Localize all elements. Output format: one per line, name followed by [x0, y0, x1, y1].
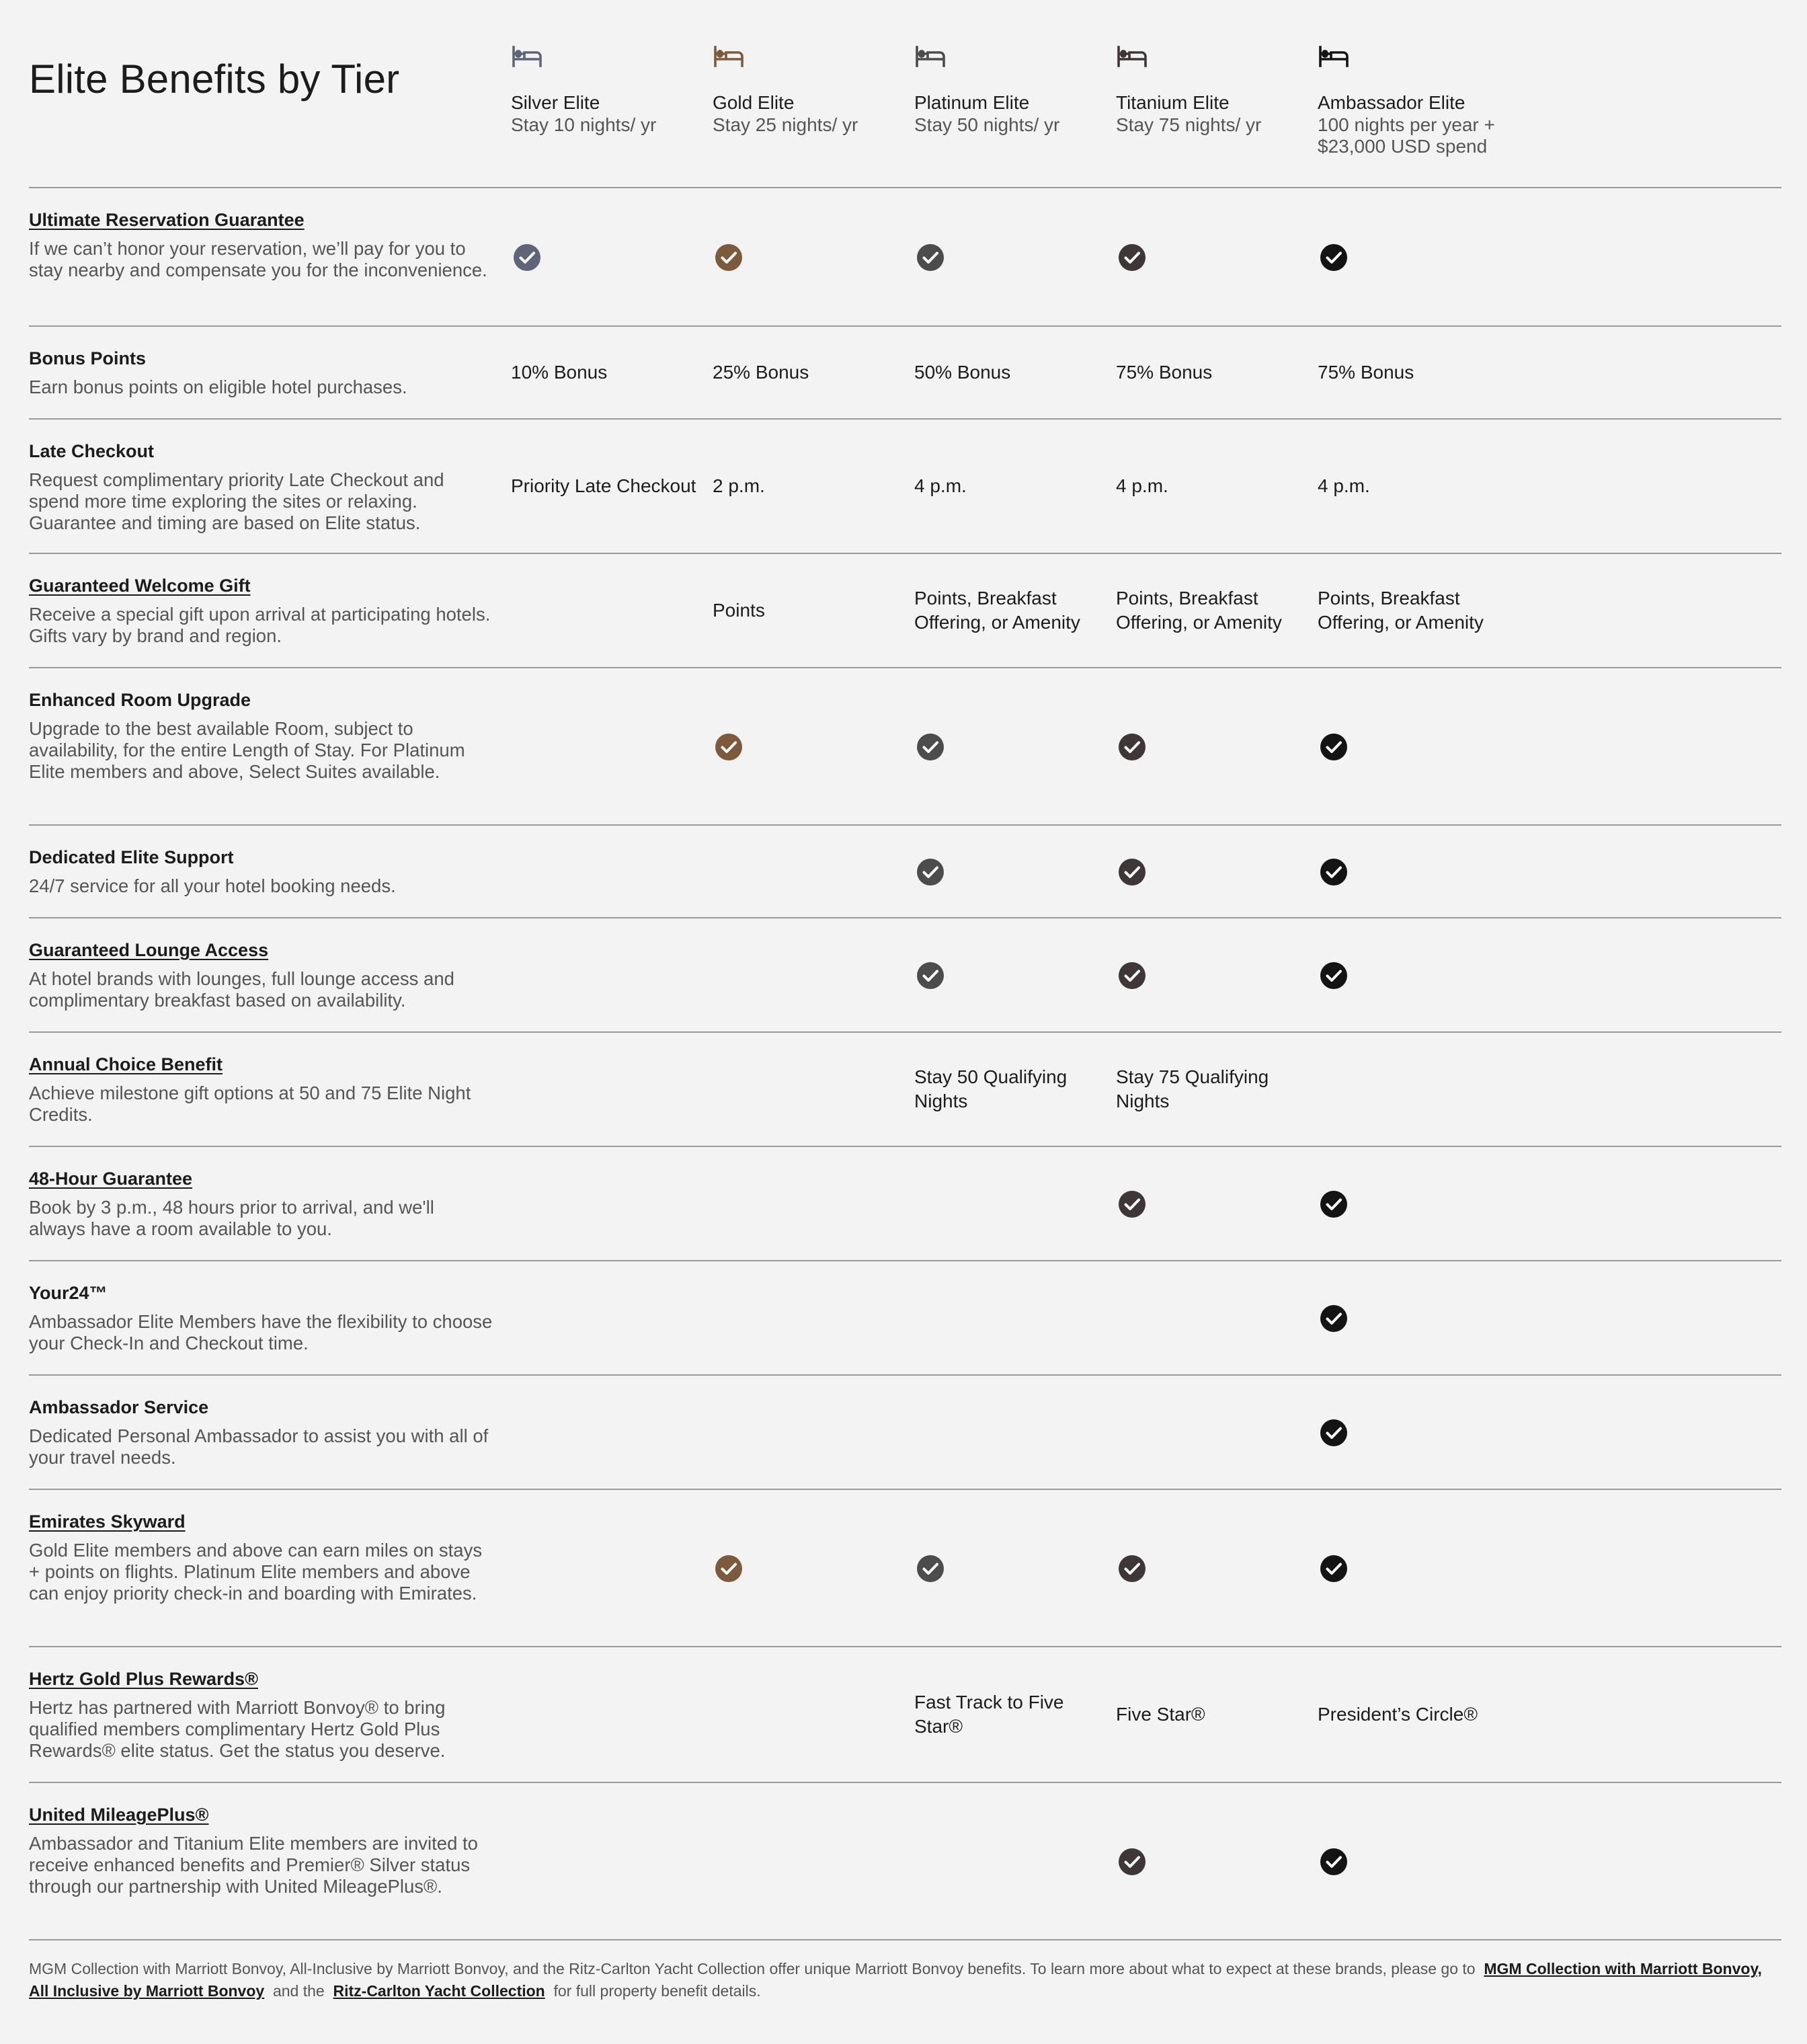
- benefits-table: [0, 188, 1807, 1940]
- bed-icon: [1318, 44, 1513, 69]
- benefit-description: If we can’t honor your reservation, we’ll pay for you to stay nearby and compensate you for the inconvenience.: [29, 238, 487, 280]
- check-circle-icon: [1320, 733, 1348, 761]
- benefit-value-platinum: Stay 50 Qualifying Nights: [914, 1066, 1068, 1111]
- tier-requirement: Stay 50 nights/ yr: [914, 114, 1060, 135]
- check-circle-icon: [916, 733, 945, 761]
- bed-icon: [914, 44, 1109, 69]
- benefit-info: [29, 208, 493, 281]
- benefit-info: [29, 1282, 493, 1354]
- check-circle-icon: [715, 733, 743, 761]
- tier-requirement: Stay 25 nights/ yr: [713, 114, 858, 135]
- mgm-collection-link[interactable]: MGM Collection with Marriott Bonvoy,: [1484, 1960, 1762, 1977]
- bed-icon: [713, 44, 908, 69]
- benefit-info: [29, 1053, 493, 1126]
- table-row: [29, 1033, 1781, 1147]
- check-circle-icon: [1320, 1555, 1348, 1583]
- tier-requirement: Stay 10 nights/ yr: [511, 114, 657, 135]
- table-row: [29, 554, 1781, 668]
- check-circle-icon: [1320, 1848, 1348, 1876]
- benefit-description: 24/7 service for all your hotel booking needs.: [29, 875, 396, 896]
- bed-icon: [511, 44, 706, 69]
- benefit-value-titanium: Five Star®: [1116, 1704, 1205, 1725]
- check-circle-icon: [715, 243, 743, 272]
- table-row: [29, 918, 1781, 1033]
- check-circle-icon: [1320, 243, 1348, 272]
- benefit-name: Dedicated Elite Support: [29, 847, 234, 867]
- benefit-description: At hotel brands with lounges, full lounge access and complimentary breakfast based on availability.: [29, 968, 454, 1011]
- benefit-value-silver: Priority Late Checkout: [511, 475, 696, 496]
- benefit-info: [29, 440, 493, 534]
- benefit-info: [29, 939, 493, 1011]
- footer-note: [29, 1958, 1777, 2002]
- footer-text-1: MGM Collection with Marriott Bonvoy, All-Inclusive by Marriott Bonvoy, and the Ritz-Carlton Yacht Collection offer unique Marriott Bonvoy benefits. To learn more about what to expect at these brands, please go to: [29, 1960, 1476, 1977]
- table-row: [29, 1261, 1781, 1376]
- tier-name: Ambassador Elite: [1318, 92, 1465, 113]
- benefit-info: [29, 574, 493, 647]
- bed-icon: [1116, 44, 1311, 69]
- table-row: [29, 1490, 1781, 1647]
- table-row: [29, 1647, 1781, 1783]
- table-header: [29, 0, 1781, 188]
- benefit-value-ambassador: 4 p.m.: [1318, 475, 1370, 496]
- benefit-value-platinum: Fast Track to Five Star®: [914, 1692, 1064, 1737]
- benefit-name: Enhanced Room Upgrade: [29, 690, 251, 710]
- benefit-name[interactable]: Hertz Gold Plus Rewards®: [29, 1669, 258, 1689]
- table-row: [29, 1376, 1781, 1490]
- check-circle-icon: [916, 243, 945, 272]
- benefit-info: [29, 1803, 493, 1897]
- table-row: [29, 1147, 1781, 1261]
- check-circle-icon: [1118, 961, 1146, 990]
- check-circle-icon: [916, 961, 945, 990]
- table-row: [29, 327, 1781, 420]
- benefit-value-gold: 2 p.m.: [713, 475, 765, 496]
- benefit-name[interactable]: Annual Choice Benefit: [29, 1054, 223, 1074]
- benefit-description: Ambassador and Titanium Elite members are invited to receive enhanced benefits and Premier® Silver status through our partnership with United MileagePlus®.: [29, 1833, 478, 1897]
- table-row: [29, 826, 1781, 918]
- benefit-value-titanium: 75% Bonus: [1116, 362, 1213, 383]
- check-circle-icon: [1118, 1848, 1146, 1876]
- benefit-value-gold: 25% Bonus: [713, 362, 809, 383]
- benefit-name: Late Checkout: [29, 441, 155, 461]
- check-circle-icon: [1118, 858, 1146, 886]
- all-inclusive-link[interactable]: All Inclusive by Marriott Bonvoy: [29, 1982, 265, 2000]
- check-circle-icon: [1118, 733, 1146, 761]
- tier-name: Titanium Elite: [1116, 92, 1230, 113]
- benefit-name: Your24™: [29, 1283, 108, 1303]
- benefit-name: Bonus Points: [29, 348, 146, 368]
- benefit-name: Ambassador Service: [29, 1397, 209, 1417]
- benefit-info: [29, 846, 493, 897]
- check-circle-icon: [1320, 1190, 1348, 1218]
- benefit-description: Request complimentary priority Late Checkout and spend more time exploring the sites or relaxing. Guarantee and timing are based on Elite status.: [29, 469, 444, 533]
- check-circle-icon: [1320, 1304, 1348, 1333]
- benefit-value-titanium: Points, Breakfast Offering, or Amenity: [1116, 588, 1282, 633]
- benefit-info: [29, 347, 493, 398]
- benefit-info: [29, 689, 493, 783]
- benefit-description: Achieve milestone gift options at 50 and 75 Elite Night Credits.: [29, 1083, 471, 1125]
- footer-text-2: and the: [272, 1982, 325, 2000]
- benefit-name[interactable]: Ultimate Reservation Guarantee: [29, 210, 305, 230]
- page-title: Elite Benefits by Tier: [29, 56, 400, 102]
- benefit-value-ambassador: President’s Circle®: [1318, 1704, 1478, 1725]
- table-row: [29, 1783, 1781, 1940]
- benefit-name[interactable]: 48-Hour Guarantee: [29, 1169, 193, 1189]
- tier-name: Platinum Elite: [914, 92, 1030, 113]
- table-row: [29, 668, 1781, 826]
- benefit-value-titanium: 4 p.m.: [1116, 475, 1168, 496]
- benefit-value-silver: 10% Bonus: [511, 362, 608, 383]
- check-circle-icon: [1118, 243, 1146, 272]
- check-circle-icon: [715, 1555, 743, 1583]
- benefit-value-gold: Points: [713, 600, 765, 621]
- check-circle-icon: [1320, 1419, 1348, 1447]
- tier-titanium: [1116, 44, 1311, 136]
- benefit-info: [29, 1667, 493, 1762]
- ritz-carlton-yacht-link[interactable]: Ritz-Carlton Yacht Collection: [333, 1982, 545, 2000]
- check-circle-icon: [1320, 961, 1348, 990]
- benefit-value-platinum: 4 p.m.: [914, 475, 967, 496]
- tier-platinum: [914, 44, 1109, 136]
- benefit-description: Ambassador Elite Members have the flexibility to choose your Check-In and Checkout time.: [29, 1311, 493, 1353]
- tier-name: Silver Elite: [511, 92, 600, 113]
- tier-gold: [713, 44, 908, 136]
- benefit-description: Hertz has partnered with Marriott Bonvoy® to bring qualified members complimentary Hertz Gold Plus Rewards® elite status. Get the status you deserve.: [29, 1697, 446, 1761]
- tier-requirement: 100 nights per year + $23,000 USD spend: [1318, 114, 1495, 157]
- benefit-value-ambassador: 75% Bonus: [1318, 362, 1414, 383]
- benefit-info: [29, 1167, 493, 1240]
- check-circle-icon: [916, 858, 945, 886]
- benefit-name[interactable]: Guaranteed Welcome Gift: [29, 576, 251, 596]
- tier-name: Gold Elite: [713, 92, 795, 113]
- footer-text-3: for full property benefit details.: [553, 1982, 761, 2000]
- table-row: [29, 420, 1781, 554]
- benefit-info: [29, 1396, 493, 1468]
- benefit-description: Dedicated Personal Ambassador to assist you with all of your travel needs.: [29, 1425, 489, 1468]
- benefit-name[interactable]: Guaranteed Lounge Access: [29, 940, 269, 960]
- benefit-name[interactable]: Emirates Skyward: [29, 1511, 186, 1532]
- benefit-value-platinum: Points, Breakfast Offering, or Amenity: [914, 588, 1080, 633]
- benefit-info: [29, 1510, 493, 1604]
- benefit-description: Earn bonus points on eligible hotel purchases.: [29, 377, 407, 397]
- benefit-value-platinum: 50% Bonus: [914, 362, 1011, 383]
- benefit-description: Upgrade to the best available Room, subject to availability, for the entire Length of Stay. For Platinum Elite members and above, Select Suites available.: [29, 718, 465, 782]
- table-row: [29, 188, 1781, 327]
- benefit-description: Gold Elite members and above can earn miles on stays + points on flights. Platinum Elite members and above can enjoy priority check-in and boarding with Emirates.: [29, 1540, 483, 1604]
- check-circle-icon: [1320, 858, 1348, 886]
- benefit-description: Book by 3 p.m., 48 hours prior to arrival, and we'll always have a room available to you.: [29, 1197, 434, 1239]
- tier-ambassador: [1318, 44, 1513, 157]
- benefit-value-titanium: Stay 75 Qualifying Nights: [1116, 1066, 1269, 1111]
- benefit-value-ambassador: Points, Breakfast Offering, or Amenity: [1318, 588, 1484, 633]
- check-circle-icon: [1118, 1190, 1146, 1218]
- benefit-name[interactable]: United MileagePlus®: [29, 1805, 209, 1825]
- check-circle-icon: [916, 1555, 945, 1583]
- benefit-description: Receive a special gift upon arrival at participating hotels. Gifts vary by brand and region.: [29, 604, 491, 646]
- tier-silver: [511, 44, 706, 136]
- check-circle-icon: [1118, 1555, 1146, 1583]
- tier-requirement: Stay 75 nights/ yr: [1116, 114, 1262, 135]
- check-circle-icon: [513, 243, 541, 272]
